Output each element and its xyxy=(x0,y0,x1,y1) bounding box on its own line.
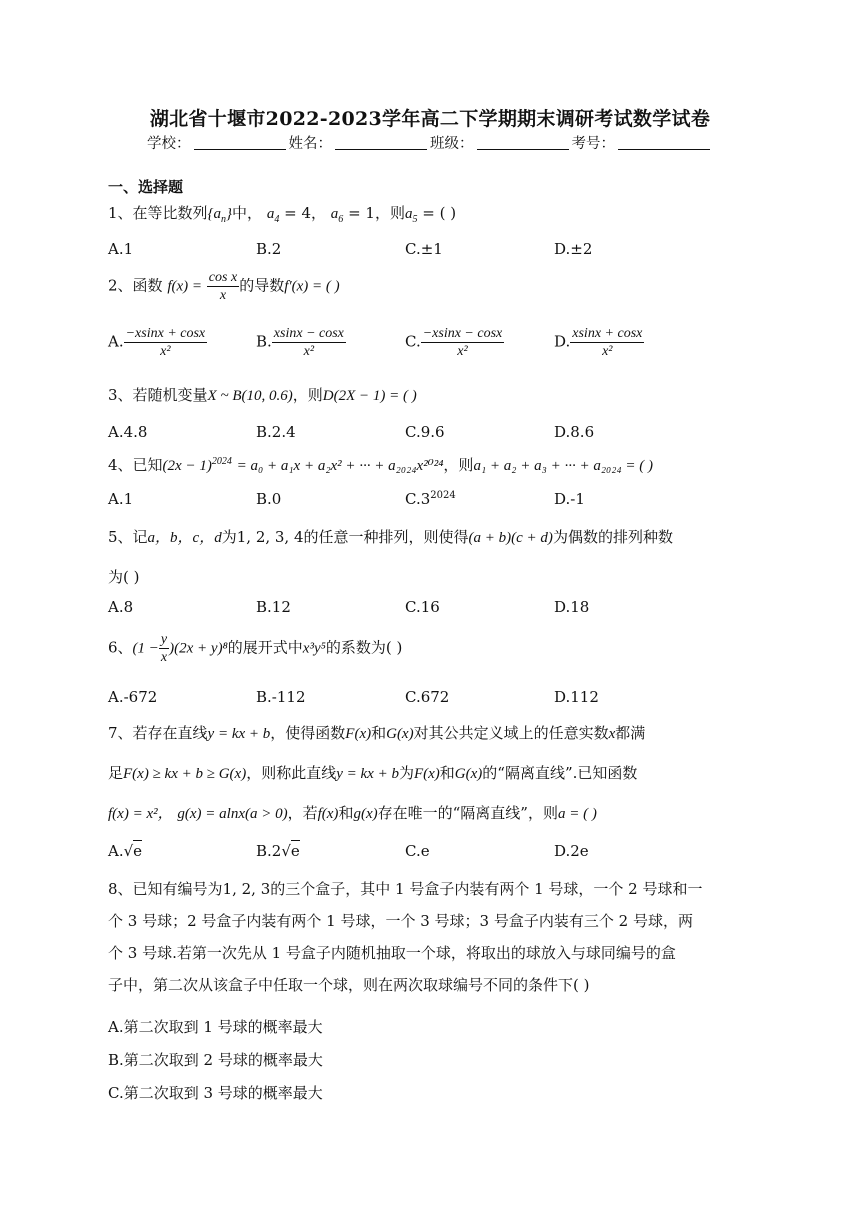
q3-option-b[interactable]: B.2.4 xyxy=(256,423,296,441)
page-title: 湖北省十堰市2022-2023学年高二下学期期末调研考试数学试卷 xyxy=(149,108,711,130)
q2-option-c[interactable]: C. $\frac{-xsinx - \cos x}{\text{x²}}$ xyxy=(405,326,503,359)
q5-vars: a，b，c，d xyxy=(147,530,222,546)
q7-option-a[interactable]: A.√e xyxy=(108,842,143,860)
question-6 xyxy=(108,632,402,665)
q7-a-label: A. xyxy=(108,842,124,860)
q2-option-a[interactable]: A. $\frac{-xsinx + \cos x}{\text{x²}}$ xyxy=(108,326,206,359)
q2-fx: f(x) = xyxy=(167,278,203,295)
q4-option-d[interactable]: D.-1 xyxy=(554,490,585,508)
school-label: 学校： xyxy=(147,136,191,152)
q1-seq: $\{a_n\}$ xyxy=(207,206,233,225)
q6-option-c[interactable]: C.672 xyxy=(405,688,450,706)
class-blank[interactable] xyxy=(477,135,569,150)
q6-option-d[interactable]: D.112 xyxy=(554,688,599,706)
q2-a-label: A. xyxy=(108,332,124,351)
question-3 xyxy=(108,384,417,405)
q7-option-c[interactable]: C.e xyxy=(405,842,430,860)
q5-line2: 为( ) xyxy=(108,568,140,586)
name-blank[interactable] xyxy=(335,135,427,150)
q4-option-a[interactable]: A.1 xyxy=(108,490,134,508)
q2-lead: 2、函数 xyxy=(108,276,163,295)
q1-then: ，则 xyxy=(374,204,405,222)
q5-perm: 为 xyxy=(221,528,237,546)
q6-mid: 的展开式中 xyxy=(227,638,303,657)
q8-option-b[interactable]: B.第二次取到 2 号球的概率最大 xyxy=(108,1051,323,1069)
q7-b-label: B. xyxy=(256,842,272,860)
q4-option-b[interactable]: B.0 xyxy=(256,490,282,508)
q6-expr-a: (1 − xyxy=(132,640,159,657)
q2-c-label: C. xyxy=(405,332,421,351)
q4-lhs: $(2x - 1)^{2024}$ xyxy=(162,456,232,474)
q2-b-label: B. xyxy=(256,332,272,351)
question-1 xyxy=(108,202,456,225)
q3-then: ，则 xyxy=(292,386,323,404)
q6-term: x³y⁵ xyxy=(302,640,326,657)
q4-rhs: = a₀ + a₁x + a₂x² + ··· + a₂₀₂₄x²⁰²⁴ xyxy=(236,458,444,474)
q1-a6-val: = 1 xyxy=(348,204,375,222)
question-8-line-3: 个 3 号球.若第一次先从 1 号盒子内随机抽取一个球，将取出的球放入与球同编号的盒 xyxy=(108,944,676,962)
q1-a4-val: = 4， xyxy=(284,204,327,222)
question-8-line-2: 个 3 号球；2 号盒子内装有两个 1 号球，一个 3 号球；3 号盒子内装有三个 2 号球，两 xyxy=(108,912,693,930)
q5-expr: (a + b)(c + d) xyxy=(468,530,553,546)
class-label: 班级： xyxy=(430,136,474,152)
question-5 xyxy=(108,526,673,547)
q5-option-b[interactable]: B.12 xyxy=(256,598,291,616)
q1-mid: 中， xyxy=(232,204,263,222)
id-label: 考号： xyxy=(571,136,615,152)
q2-option-d[interactable]: D. $\frac{xsinx + \cos x}{\text{x²}}$ xyxy=(554,326,643,359)
q2-d-label: D. xyxy=(554,332,571,351)
q1-option-b[interactable]: B.2 xyxy=(256,240,282,258)
question-8-line-1: 8、已知有编号为1, 2, 3的三个盒子，其中 1 号盒子内装有两个 1 号球，一个 2 号球和一 xyxy=(108,880,703,898)
q5-option-c[interactable]: C.16 xyxy=(405,598,440,616)
q1-lead: 1、在等比数列 xyxy=(108,204,208,222)
question-7-line-2: 足F(x) ≥ kx + b ≥ G(x)，则称此直线y = kx + b为F(x)和G(x)的“隔离直线”.已知函数 xyxy=(108,764,638,782)
q4-then: ，则 xyxy=(443,456,474,474)
question-4 xyxy=(108,454,653,475)
student-info-line xyxy=(0,132,860,153)
q6-lead: 6、 xyxy=(108,638,133,657)
q4-option-c[interactable]: $C.3^{2024}$ xyxy=(405,490,456,508)
q4-sum: a₁ + a₂ + a₃ + ··· + a₂₀₂₄ = ( ) xyxy=(473,458,654,474)
school-blank[interactable] xyxy=(194,135,286,150)
q6-expr-b: )(2x + y)⁸ xyxy=(169,640,228,657)
q6-option-b[interactable]: B.-112 xyxy=(256,688,306,706)
q6-fraction: $\frac{y}{x}$ xyxy=(160,632,168,665)
q1-a5-val: = ( ) xyxy=(422,204,457,222)
q3-option-d[interactable]: D.8.6 xyxy=(554,423,595,441)
q3-lead: 3、若随机变量 xyxy=(108,386,208,404)
question-7-line-3: f(x) = x²， g(x) = alnx(a > 0)，若f(x)和g(x)存在唯一的“隔离直线”，则a = ( ) xyxy=(108,804,597,822)
q2-derivative: f′(x) = ( ) xyxy=(284,278,340,295)
question-7-line-1: 7、若存在直线y = kx + b，使得函数F(x)和G(x)对其公共定义域上的任意实数x都满 xyxy=(108,724,646,742)
q8-option-a[interactable]: A.第二次取到 1 号球的概率最大 xyxy=(108,1018,323,1036)
q1-option-c[interactable]: C.±1 xyxy=(405,240,443,258)
q1-option-d[interactable]: D.±2 xyxy=(554,240,593,258)
q2-option-b[interactable]: B. $\frac{xsinx - \cos x}{\text{x²}}$ xyxy=(256,326,344,359)
q5-perm2: 的任意一种排列，则使得 xyxy=(303,528,469,546)
q3-dist: X ~ B(10, 0.6) xyxy=(207,388,293,404)
q3-option-c[interactable]: C.9.6 xyxy=(405,423,445,441)
q5-option-d[interactable]: D.18 xyxy=(554,598,590,616)
q6-option-a[interactable]: A.-672 xyxy=(108,688,158,706)
q1-a6: $a_6$ xyxy=(330,206,344,225)
question-8-line-4: 子中，第二次从该盒子中任取一个球，则在两次取球编号不同的条件下( ) xyxy=(108,976,590,994)
q4-lead: 4、已知 xyxy=(108,456,163,474)
q3-option-a[interactable]: A.4.8 xyxy=(108,423,148,441)
q1-option-a[interactable]: A.1 xyxy=(108,240,134,258)
q5-tail: 为偶数的排列种数 xyxy=(552,528,673,546)
q1-a4: $a_4$ xyxy=(266,206,280,225)
q4-c-label: C. xyxy=(405,490,421,508)
q5-lead: 5、记 xyxy=(108,528,148,546)
q8-option-c[interactable]: C.第二次取到 3 号球的概率最大 xyxy=(108,1084,323,1102)
q2-mid: 的导数 xyxy=(239,276,285,295)
q5-numbers: 1, 2, 3, 4 xyxy=(236,528,304,546)
q7-option-d[interactable]: D.2e xyxy=(554,842,589,860)
q1-a5: $a_5$ xyxy=(404,206,418,225)
q7-option-b[interactable]: B.2√e xyxy=(256,842,300,860)
id-blank[interactable] xyxy=(618,135,710,150)
q6-tail: 的系数为( ) xyxy=(325,638,403,657)
section-title: 一、选择题 xyxy=(108,178,184,196)
q5-option-a[interactable]: A.8 xyxy=(108,598,134,616)
question-2 xyxy=(108,270,340,303)
name-label: 姓名： xyxy=(288,136,332,152)
q3-var: D(2X − 1) = ( ) xyxy=(322,388,417,404)
q2-fraction: $\frac{\text{cos x}}{x}$ xyxy=(208,270,238,303)
